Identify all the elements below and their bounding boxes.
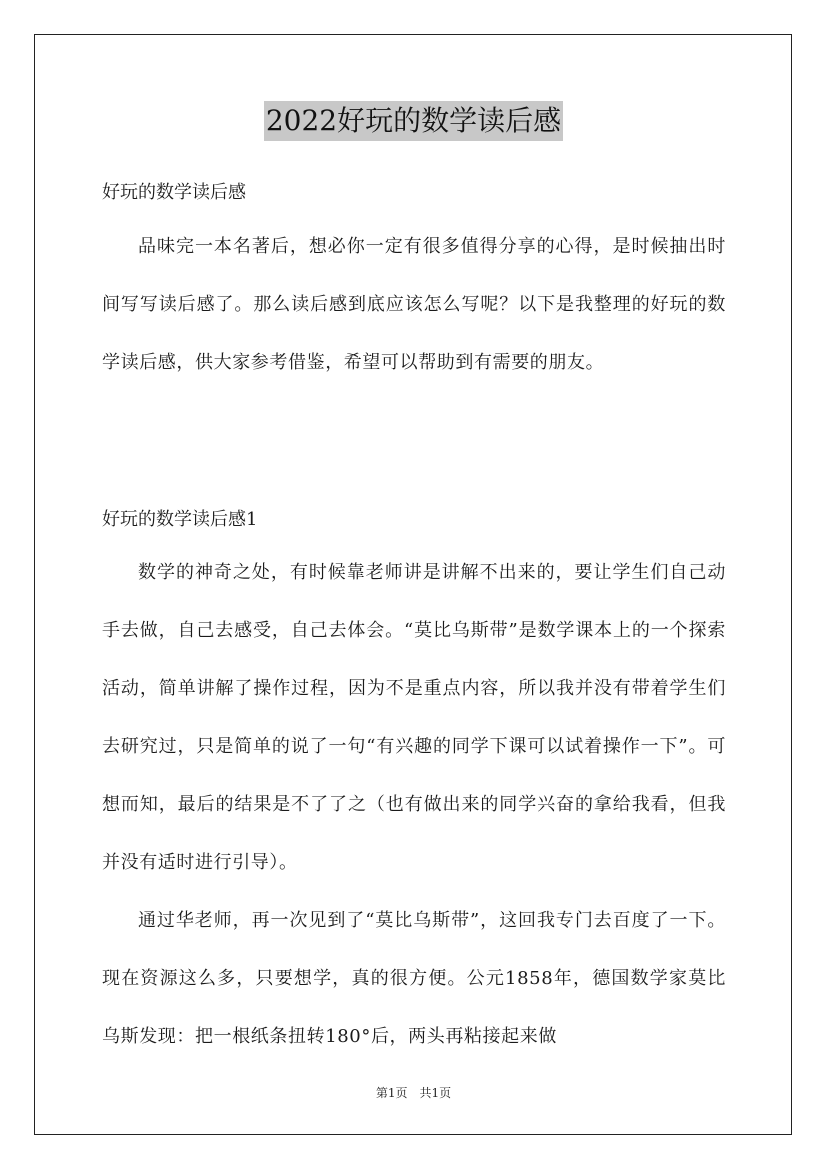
page-footer: [0, 1084, 827, 1101]
section1-header: [102, 508, 726, 532]
title-container: [0, 101, 827, 141]
intro-section: [102, 181, 726, 205]
section1-heading: 好玩的数学读后感1: [102, 509, 258, 530]
section1-body: [102, 544, 726, 1066]
page-number: 第1页: [375, 1086, 408, 1100]
intro-heading: 好玩的数学读后感: [102, 182, 246, 203]
page-total: 共1页: [419, 1086, 452, 1100]
section1-paragraph-2: 通过华老师，再一次见到了“莫比乌斯带”，这回我专门去百度了一下。现在资源这么多，只要想学，真的很方便。公元1858年，德国数学家莫比乌斯发现：把一根纸条扭转180°后，两头再粘接起来做: [102, 910, 726, 1047]
document-title: 2022好玩的数学读后感: [264, 101, 563, 141]
section1-paragraph-1: 数学的神奇之处，有时候靠老师讲是讲解不出来的，要让学生们自己动手去做，自己去感受，自己去体会。“莫比乌斯带”是数学课本上的一个探索活动，简单讲解了操作过程，因为不是重点内容，所以我并没有带着学生们去研究过，只是简单的说了一句“有兴趣的同学下课可以试着操作一下”。可想而知，最后的结果是不了了之（也有做出来的同学兴奋的拿给我看，但我并没有适时进行引导）。: [102, 562, 726, 873]
intro-body: [102, 218, 726, 392]
intro-paragraph: 品味完一本名著后，想必你一定有很多值得分享的心得，是时候抽出时间写写读后感了。那么读后感到底应该怎么写呢？以下是我整理的好玩的数学读后感，供大家参考借鉴，希望可以帮助到有需要的朋友。: [102, 236, 726, 373]
